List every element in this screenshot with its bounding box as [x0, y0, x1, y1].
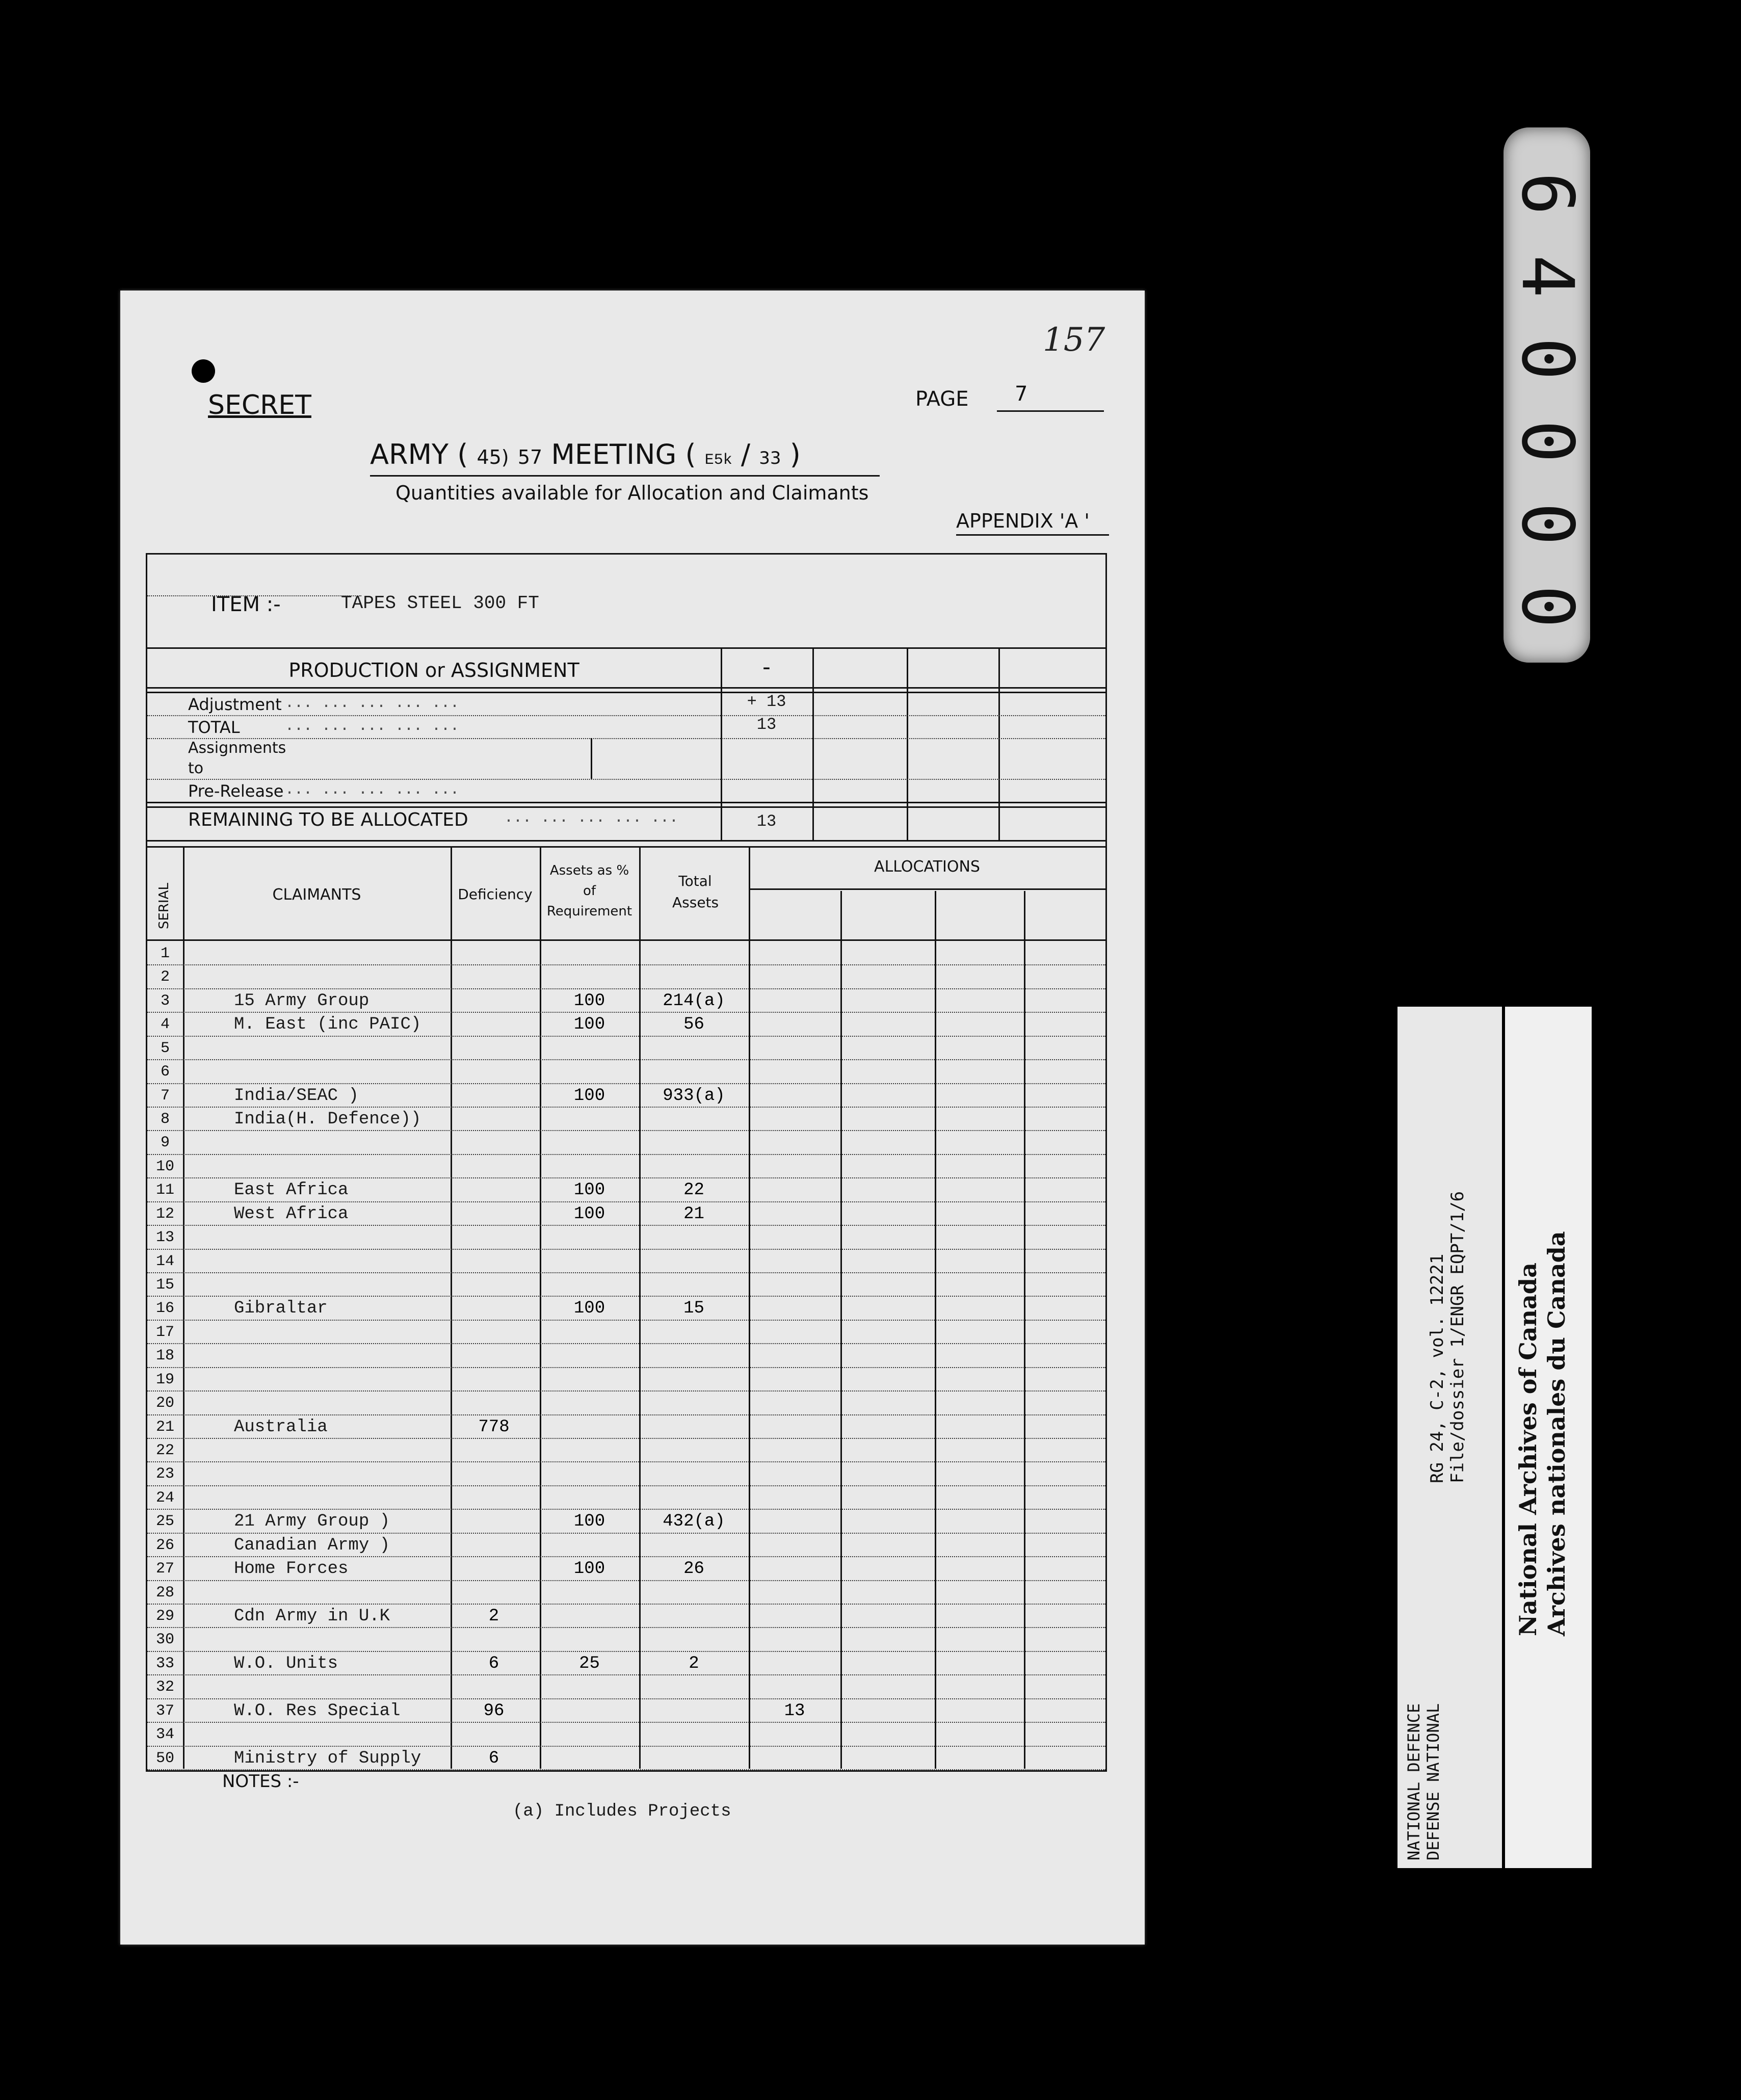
row-serial: 16 [155, 1300, 174, 1318]
row-total-assets: 56 [683, 1015, 704, 1035]
row-claimant: M. East (inc PAIC) [234, 1015, 421, 1035]
prod-dotted-1 [147, 715, 1105, 716]
row-serial: 25 [155, 1513, 174, 1531]
row-serial: 27 [155, 1560, 174, 1578]
title-close: ) [789, 438, 801, 470]
row-assets-pct: 100 [573, 1086, 605, 1106]
row-serial: 24 [155, 1489, 174, 1507]
row-divider [147, 1485, 1105, 1486]
claimants-top-rule-2 [147, 846, 1105, 848]
punch-hole-icon [192, 359, 215, 383]
row-claimant: 21 Army Group ) [234, 1512, 390, 1532]
meeting-title [370, 438, 801, 470]
assignments-to-label: Assignments to [188, 739, 286, 777]
row-claimant: W.O. Res Special [234, 1701, 401, 1721]
row-serial: 6 [160, 1063, 170, 1081]
row-serial: 20 [155, 1395, 174, 1412]
row-deficiency: 6 [488, 1653, 499, 1673]
row-divider [147, 1461, 1105, 1462]
handwritten-folio-number: 157 [1043, 321, 1105, 359]
assets-pct-header: Assets as % of Requirement [546, 863, 632, 919]
row-assets-pct: 100 [573, 1204, 605, 1224]
row-serial: 4 [160, 1016, 170, 1034]
archive-dept-block [1404, 1703, 1443, 1860]
frame-digit-2: 4 [1505, 254, 1589, 298]
archive-name-block [1514, 1231, 1571, 1636]
remaining-value: 13 [756, 812, 777, 831]
frame-digit-5: 0 [1505, 502, 1589, 546]
frame-digit-4: 0 [1505, 419, 1589, 463]
item-value: TAPES STEEL 300 FT [341, 593, 539, 614]
title-army: ARMY ( [370, 438, 468, 470]
total-value: 13 [756, 715, 777, 734]
prod-col-divider-3 [907, 647, 908, 841]
row-serial: 13 [155, 1229, 174, 1247]
row-serial: 32 [155, 1678, 174, 1696]
appendix-underline [956, 534, 1109, 536]
claimant-rows [147, 941, 1105, 1769]
row-serial: 10 [155, 1158, 174, 1175]
title-ref: E5k [704, 452, 732, 469]
row-serial: 29 [155, 1608, 174, 1625]
row-deficiency: 778 [478, 1417, 510, 1437]
row-total-assets: 2 [689, 1653, 699, 1673]
title-year: 45) [477, 446, 509, 468]
row-serial: 21 [155, 1418, 174, 1436]
row-assets-pct: 100 [573, 1559, 605, 1579]
production-header: PRODUCTION or ASSIGNMENT [288, 659, 579, 681]
title-meeting: MEETING ( [551, 438, 696, 470]
appendix-label: APPENDIX 'A ' [956, 510, 1090, 532]
frame-digit-6: 0 [1505, 585, 1589, 628]
adjustment-dots: ... ... ... ... ... [285, 695, 460, 712]
row-serial: 14 [155, 1252, 174, 1270]
row-serial: 15 [155, 1276, 174, 1294]
row-deficiency: 2 [488, 1607, 499, 1626]
row-claimant: Ministry of Supply [234, 1748, 421, 1768]
archive-name-fr: Archives nationales du Canada [1543, 1231, 1570, 1636]
row-claimant: Australia [234, 1417, 328, 1437]
archive-ref-block [1427, 1191, 1468, 1483]
title-underline [370, 475, 880, 477]
row-claimant: 15 Army Group [234, 991, 370, 1011]
prod-col-divider-4 [998, 647, 1000, 841]
row-serial: 5 [160, 1039, 170, 1057]
classification-label: SECRET [208, 390, 311, 421]
total-assets-header: Total Assets [672, 873, 719, 911]
row-serial: 18 [155, 1347, 174, 1365]
prod-col-divider-2 [812, 647, 814, 841]
row-serial: 33 [155, 1655, 174, 1672]
item-divider [147, 647, 1105, 649]
archive-ref-line2: File/dossier 1/ENGR EQPT/1/6 [1447, 1191, 1468, 1483]
row-claimant: West Africa [234, 1204, 349, 1224]
archive-ref-line1: RG 24, C-2, vol. 12221 [1427, 1253, 1447, 1483]
total-dots: ... ... ... ... ... [285, 718, 460, 735]
page-label: PAGE [915, 387, 969, 411]
claimants-header: CLAIMANTS [272, 886, 361, 904]
frame-digit-3: 0 [1505, 337, 1589, 381]
row-claimant: W.O. Units [234, 1653, 338, 1673]
row-serial: 34 [155, 1726, 174, 1744]
row-total-assets: 214(a) [663, 991, 725, 1011]
row-assets-pct: 100 [573, 991, 605, 1011]
row-total-assets: 933(a) [663, 1086, 725, 1106]
row-divider [147, 1272, 1105, 1273]
remaining-double-rule [147, 802, 1105, 808]
production-col-value: - [762, 654, 771, 680]
row-serial: 1 [160, 945, 170, 962]
archive-name-en: National Archives of Canada [1514, 1263, 1542, 1636]
row-serial: 7 [160, 1087, 170, 1105]
row-divider [147, 1367, 1105, 1368]
row-deficiency: 6 [488, 1748, 499, 1768]
adjustment-value: + 13 [747, 692, 786, 711]
row-claimant: East Africa [234, 1180, 349, 1200]
row-serial: 9 [160, 1134, 170, 1152]
row-assets-pct: 100 [573, 1299, 605, 1319]
row-divider [147, 1059, 1105, 1060]
row-divider [147, 1249, 1105, 1250]
row-serial: 19 [155, 1371, 174, 1388]
row-serial: 12 [155, 1205, 174, 1223]
row-serial: 26 [155, 1536, 174, 1554]
row-serial: 3 [160, 992, 170, 1010]
allocations-subheader-rule [749, 888, 1105, 890]
row-total-assets: 26 [683, 1559, 704, 1579]
allocation-table [146, 553, 1107, 1772]
subtitle: Quantities available for Allocation and Claimants [395, 482, 869, 504]
row-deficiency: 96 [483, 1701, 505, 1721]
item-label: ITEM :- [211, 593, 281, 616]
row-claimant: India/SEAC ) [234, 1086, 359, 1106]
remaining-label: REMAINING TO BE ALLOCATED [188, 809, 468, 830]
row-divider [147, 1390, 1105, 1392]
row-serial: 30 [155, 1631, 174, 1649]
assignments-bracket [591, 738, 592, 779]
total-label: TOTAL [188, 718, 240, 737]
row-total-assets: 15 [683, 1299, 704, 1319]
prod-dotted-2 [147, 738, 1105, 739]
row-assets-pct: 100 [573, 1180, 605, 1200]
row-claimant: India(H. Defence)) [234, 1110, 421, 1129]
remaining-dots: ... ... ... ... ... [504, 809, 679, 827]
row-total-assets: 22 [683, 1180, 704, 1200]
page-number: 7 [1015, 382, 1028, 406]
title-ref-no: 33 [759, 448, 781, 468]
title-sep: / [741, 438, 751, 470]
row-allocation: 13 [784, 1701, 805, 1721]
row-assets-pct: 100 [573, 1015, 605, 1035]
adjustment-label: Adjustment [188, 695, 282, 714]
archive-dept-line1: NATIONAL DEFENCE [1404, 1703, 1423, 1860]
allocations-header: ALLOCATIONS [874, 858, 980, 876]
pre-release-dots: ... ... ... ... ... [285, 781, 460, 799]
archive-dept-line2: DEFENSE NATIONAL [1423, 1703, 1443, 1860]
frame-digit-1: 6 [1505, 172, 1589, 216]
row-claimant: Home Forces [234, 1559, 349, 1579]
frame-number-digits [1505, 158, 1589, 642]
row-total-assets: 432(a) [663, 1512, 725, 1532]
row-serial: 37 [155, 1702, 174, 1720]
document-sheet [120, 291, 1145, 1945]
deficiency-header: Deficiency [458, 886, 533, 903]
note-a: (a) Includes Projects [513, 1802, 731, 1821]
row-total-assets: 21 [683, 1204, 704, 1224]
prod-dotted-3 [147, 779, 1105, 780]
row-serial: 2 [160, 968, 170, 986]
claimants-top-rule [147, 840, 1105, 842]
row-assets-pct: 25 [579, 1653, 600, 1673]
row-claimant: Cdn Army in U.K [234, 1607, 390, 1626]
row-serial: 28 [155, 1584, 174, 1602]
notes-label: NOTES :- [222, 1771, 299, 1792]
row-assets-pct: 100 [573, 1512, 605, 1532]
row-claimant: Canadian Army ) [234, 1535, 390, 1555]
production-double-rule [147, 687, 1105, 693]
row-serial: 23 [155, 1465, 174, 1483]
row-serial: 11 [155, 1182, 174, 1199]
row-serial: 17 [155, 1323, 174, 1341]
row-divider [147, 1343, 1105, 1344]
row-serial: 50 [155, 1749, 174, 1767]
row-serial: 8 [160, 1111, 170, 1128]
pre-release-label: Pre-Release [188, 781, 284, 801]
row-divider [147, 964, 1105, 965]
title-meeting-no: 57 [517, 446, 543, 468]
row-serial: 22 [155, 1442, 174, 1459]
row-claimant: Gibraltar [234, 1299, 328, 1319]
serial-header: SERIAL [156, 883, 172, 929]
row-divider [147, 1154, 1105, 1155]
page-number-line [997, 410, 1104, 412]
